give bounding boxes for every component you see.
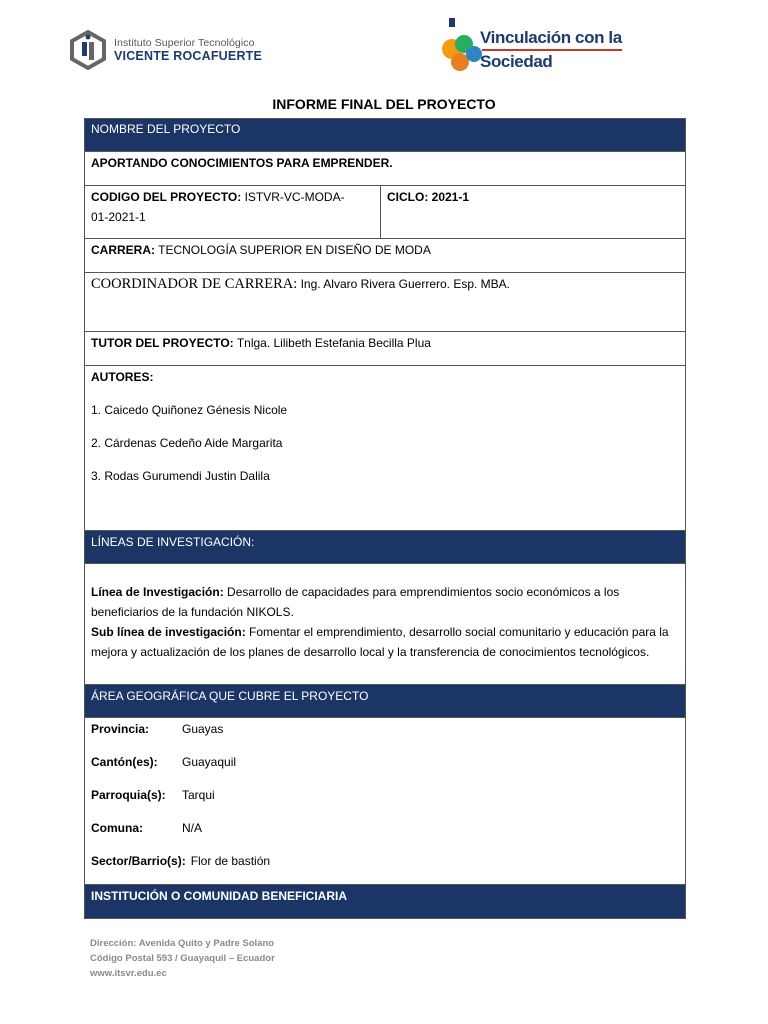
geo-value: Guayaquil xyxy=(182,755,237,769)
geo-value: Guayas xyxy=(182,722,224,736)
institute-emblem-icon xyxy=(70,30,106,70)
vinculacion-emblem-icon xyxy=(440,16,484,78)
footer-postal: Código Postal 593 / Guayaquil – Ecuador xyxy=(90,953,275,964)
project-name-value: APORTANDO CONOCIMIENTOS PARA EMPRENDER. xyxy=(85,152,686,186)
author-item: 2. Cárdenas Cedeño Aide Margarita xyxy=(91,436,283,450)
document-title: INFORME FINAL DEL PROYECTO xyxy=(272,96,496,112)
geo-cell xyxy=(85,718,686,885)
geo-header-row xyxy=(85,685,686,718)
tutor-cell xyxy=(85,332,686,366)
logo-underline xyxy=(482,49,622,51)
project-name-header-row xyxy=(85,119,686,152)
career-row xyxy=(85,239,686,273)
research-line-value: Desarrollo de capacidades para emprendimientos socio económicos a los beneficiarios de la fundación NIKOLS. xyxy=(91,585,620,619)
coordinator-value: Ing. Alvaro Rivera Guerrero. Esp. MBA. xyxy=(300,277,511,291)
research-cell xyxy=(85,564,686,685)
project-code-value-2: 01-2021-1 xyxy=(91,210,146,224)
geo-key: Parroquia(s): xyxy=(91,788,166,802)
project-report-form xyxy=(84,118,686,919)
research-header: LÍNEAS DE INVESTIGACIÓN: xyxy=(85,531,686,564)
project-name-header: NOMBRE DEL PROYECTO xyxy=(85,119,686,152)
authors-cell xyxy=(85,366,686,531)
project-name-row xyxy=(85,152,686,186)
institute-name-line1: Instituto Superior Tecnológico xyxy=(114,37,255,49)
sub-line-label: Sub línea de investigación: xyxy=(91,625,246,639)
footer-website: www.itsvr.edu.ec xyxy=(90,968,167,979)
geo-value: Flor de bastión xyxy=(190,854,271,868)
tutor-row xyxy=(85,332,686,366)
authors-label: AUTORES: xyxy=(91,370,154,384)
vinculacion-logo xyxy=(440,16,622,78)
project-code-label: CODIGO DEL PROYECTO: xyxy=(91,190,242,204)
tutor-label: TUTOR DEL PROYECTO: xyxy=(91,336,234,350)
geo-item xyxy=(91,785,679,805)
geo-value: Tarqui xyxy=(182,788,215,802)
page-footer xyxy=(90,936,275,981)
coordinator-label: COORDINADOR DE CARRERA: xyxy=(91,276,298,292)
authors-row xyxy=(85,366,686,531)
code-row xyxy=(85,186,686,239)
geo-key: Cantón(es): xyxy=(91,755,158,769)
institute-name-line2: VICENTE ROCAFUERTE xyxy=(114,49,263,63)
beneficiary-header: INSTITUCIÓN O COMUNIDAD BENEFICIARIA xyxy=(85,885,686,919)
cycle-value: CICLO: 2021-1 xyxy=(381,186,686,239)
research-line-label: Línea de Investigación: xyxy=(91,585,224,599)
geo-value: N/A xyxy=(182,821,203,835)
project-code-value-1: ISTVR-VC-MODA- xyxy=(244,190,345,204)
geo-item xyxy=(91,818,679,838)
geo-key: Comuna: xyxy=(91,821,143,835)
footer-address: Dirección: Avenida Quito y Padre Solano xyxy=(90,938,275,949)
project-code-cell xyxy=(85,186,381,239)
author-item: 3. Rodas Gurumendi Justin Dalila xyxy=(91,469,270,483)
coordinator-row xyxy=(85,273,686,332)
vinculacion-line1: Vinculación con la xyxy=(480,28,622,47)
career-label: CARRERA: xyxy=(91,243,155,257)
research-row xyxy=(85,564,686,685)
institute-logo xyxy=(70,28,262,72)
research-header-row xyxy=(85,531,686,564)
tutor-value: Tnlga. Lilibeth Estefania Becilla Plua xyxy=(236,336,431,350)
geo-item xyxy=(91,719,679,739)
authors-list xyxy=(91,400,679,486)
career-value: TECNOLOGÍA SUPERIOR EN DISEÑO DE MODA xyxy=(158,243,431,257)
geo-header: ÁREA GEOGRÁFICA QUE CUBRE EL PROYECTO xyxy=(85,685,686,718)
geo-key: Provincia: xyxy=(91,722,150,736)
author-item: 1. Caicedo Quiñonez Génesis Nicole xyxy=(91,403,288,417)
sub-line-value: Fomentar el emprendimiento, desarrollo social comunitario y educación para la mejora y actualización de los planes de desarrollo local y la transferencia de conocimientos tecnológicos. xyxy=(91,625,669,659)
vinculacion-line2: Sociedad xyxy=(480,52,553,71)
coordinator-cell xyxy=(85,273,686,332)
geo-item xyxy=(91,851,679,871)
geo-item xyxy=(91,752,679,772)
geo-key: Sector/Barrio(s): xyxy=(91,854,186,868)
beneficiary-header-row xyxy=(85,885,686,919)
career-cell xyxy=(85,239,686,273)
geo-row xyxy=(85,718,686,885)
